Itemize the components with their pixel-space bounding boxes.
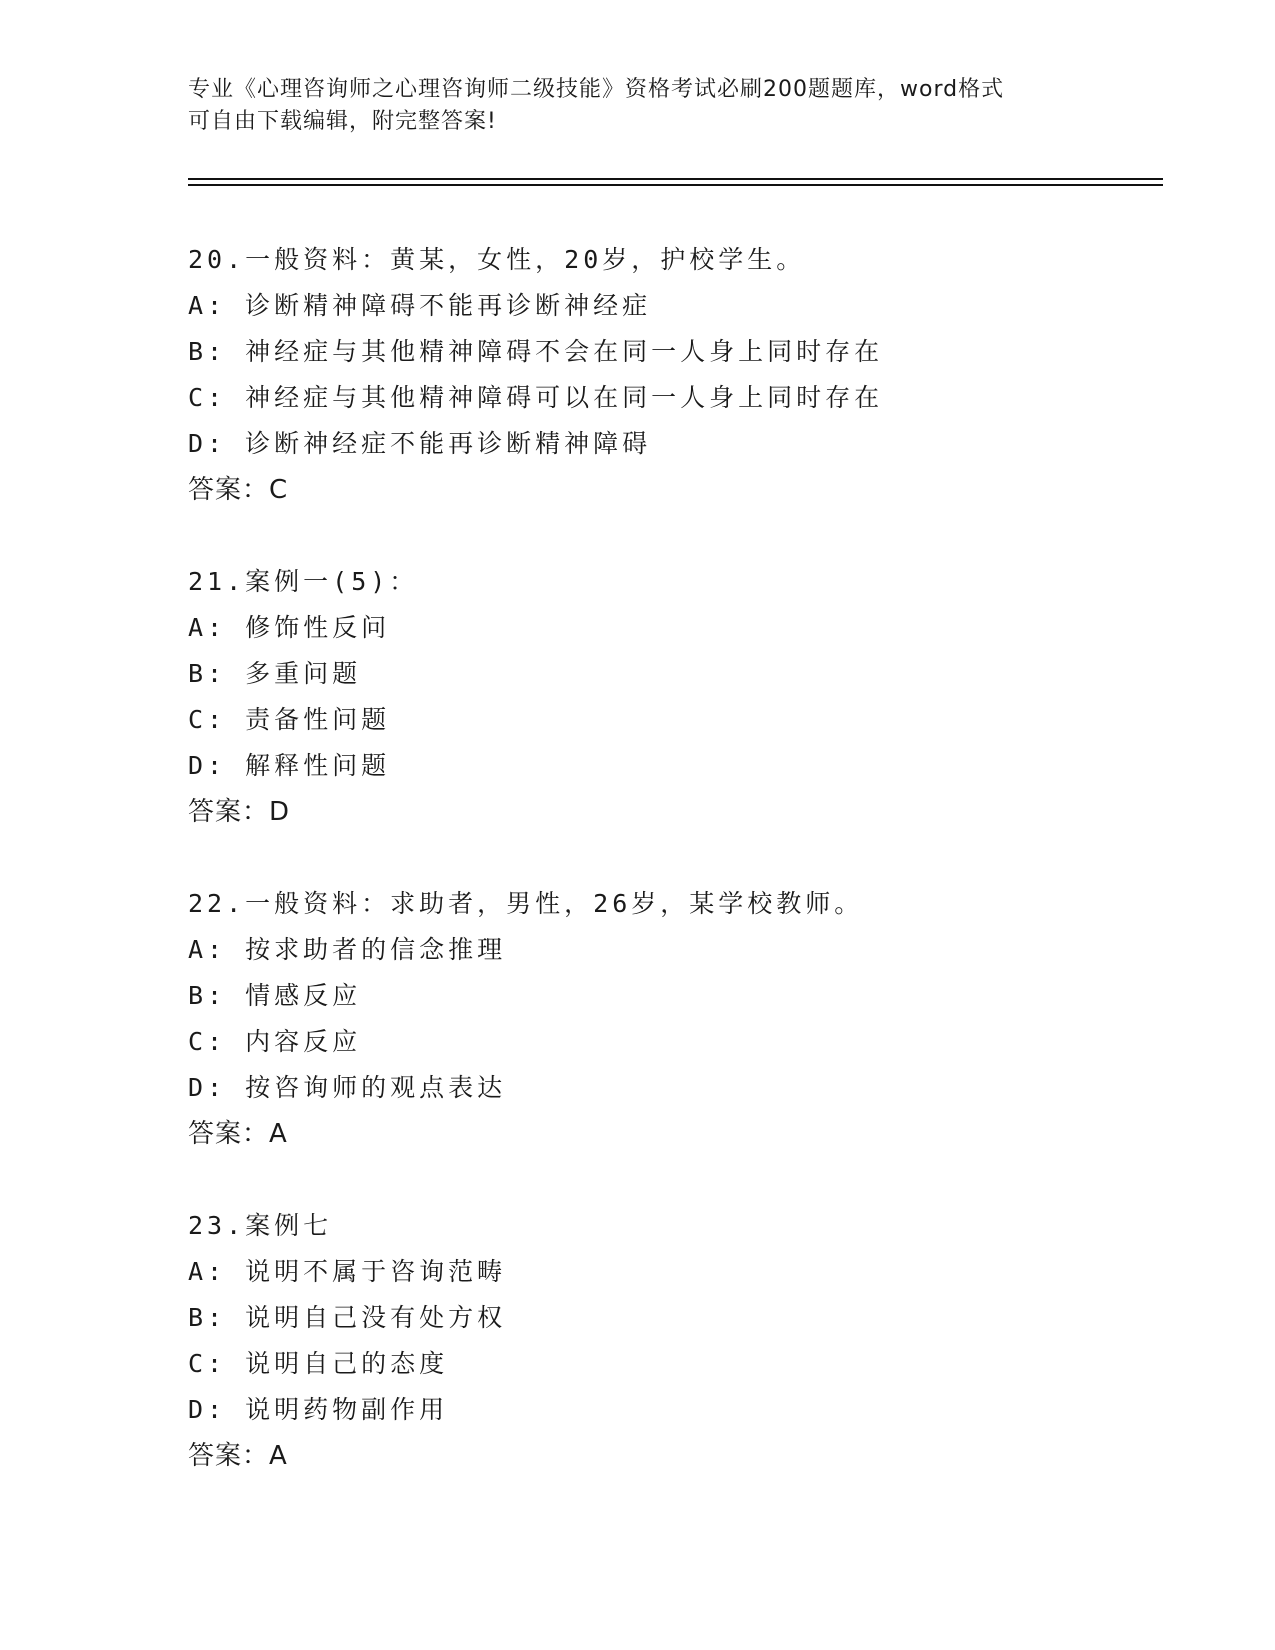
option-c: C: 说明自己的态度 (188, 1349, 449, 1378)
question-item (188, 237, 1148, 513)
header-line-1: 专业《心理咨询师之心理咨询师二级技能》资格考试必刷200题题库，word格式 (188, 77, 1005, 102)
option-d: D: 按咨询师的观点表达 (188, 1073, 507, 1102)
option-d: D: 说明药物副作用 (188, 1395, 449, 1424)
header-divider-top (188, 178, 1163, 180)
option-c: C: 责备性问题 (188, 705, 391, 734)
question-title: 21.案例一(5)： (188, 567, 419, 596)
question-title: 22.一般资料：求助者，男性，26岁，某学校教师。 (188, 889, 864, 918)
question-item (188, 1203, 1148, 1479)
question-title: 20.一般资料：黄某，女性，20岁，护校学生。 (188, 245, 806, 274)
option-b: B: 情感反应 (188, 981, 362, 1010)
option-b: B: 多重问题 (188, 659, 362, 688)
answer-label: 答案：A (188, 1441, 288, 1471)
option-a: A: 按求助者的信念推理 (188, 935, 507, 964)
document-header (188, 74, 1088, 138)
header-line-2: 可自由下载编辑，附完整答案! (188, 109, 497, 134)
option-c: C: 内容反应 (188, 1027, 362, 1056)
option-d: D: 诊断神经症不能再诊断精神障碍 (188, 429, 652, 458)
question-item (188, 559, 1148, 835)
header-divider-bottom (188, 184, 1163, 186)
answer-label: 答案：D (188, 797, 291, 827)
question-title: 23.案例七 (188, 1211, 333, 1240)
answer-label: 答案：C (188, 475, 289, 505)
option-a: A: 修饰性反问 (188, 613, 391, 642)
option-a: A: 诊断精神障碍不能再诊断神经症 (188, 291, 652, 320)
option-b: B: 说明自己没有处方权 (188, 1303, 507, 1332)
question-list (188, 237, 1148, 1525)
option-a: A: 说明不属于咨询范畴 (188, 1257, 507, 1286)
answer-label: 答案：A (188, 1119, 288, 1149)
option-b: B: 神经症与其他精神障碍不会在同一人身上同时存在 (188, 337, 884, 366)
option-d: D: 解释性问题 (188, 751, 391, 780)
option-c: C: 神经症与其他精神障碍可以在同一人身上同时存在 (188, 383, 884, 412)
question-item (188, 881, 1148, 1157)
